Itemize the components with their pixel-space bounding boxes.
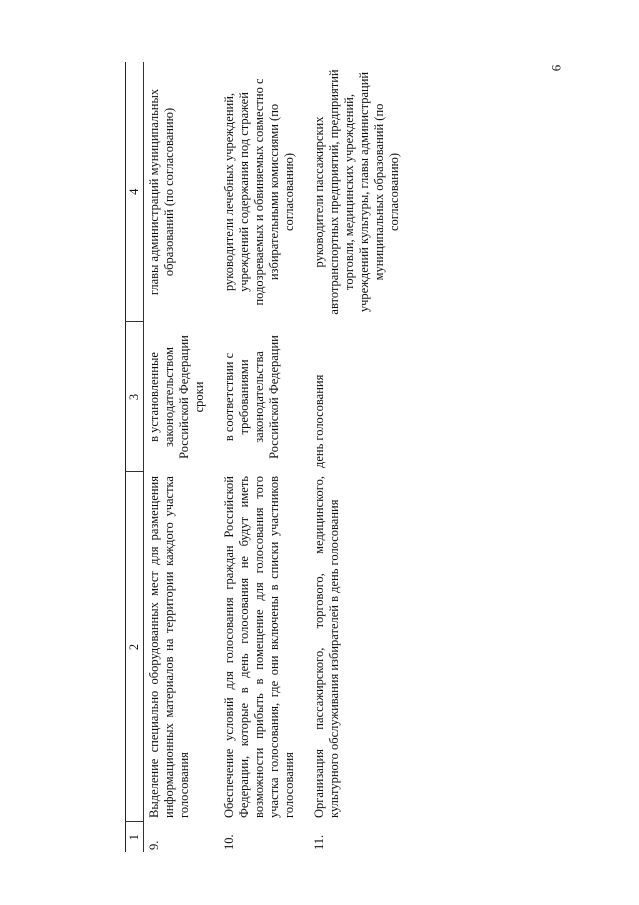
deadline: в соответствии с требованиями законодательства Российской Федерации xyxy=(222,335,281,459)
measure-description: Организация пассажирского, торгового, медицинского, культурного обслуживания избирателей в день голосования xyxy=(312,476,341,818)
row-number: 9. xyxy=(147,840,161,850)
table-header-row xyxy=(126,62,144,852)
header-col-2: 2 xyxy=(126,472,144,822)
row-number: 10. xyxy=(222,834,236,850)
table-row xyxy=(144,62,220,852)
table-row xyxy=(309,62,414,852)
header-col-4: 4 xyxy=(126,62,144,322)
header-col-3: 3 xyxy=(126,322,144,472)
measure-description: Выделение специально оборудованных мест для размещения информационных материалов на территории каждого участка голосования xyxy=(147,476,191,818)
measures-table xyxy=(125,62,414,852)
row-number: 11. xyxy=(312,834,326,850)
rotated-page-content xyxy=(125,62,545,852)
measure-description: Обеспечение условий для голосования граждан Российской Федерации, которые в день голосования не будут иметь возможности прибыть в помещение для голосования того участка голосования, где они включены в списки участников голосования xyxy=(222,476,296,818)
table-row xyxy=(219,62,309,852)
deadline: в установленные законодательством Российской Федерации сроки xyxy=(147,335,206,459)
responsible-parties: руководители лечебных учреждений, учреждений содержания под стражей подозреваемых и обвиняемых совместно с избирательными комиссиями (по согласованию) xyxy=(222,78,296,306)
deadline: день голосования xyxy=(312,374,326,468)
responsible-parties: руководители пассажирских автотранспортных предприятий, предприятий торговли, медицинских учреждений, учреждений культуры, главы администраций муниципальных образований (по согласованию) xyxy=(312,69,401,315)
responsible-parties: главы администраций муниципальных образований (по согласованию) xyxy=(147,88,176,296)
page-number: 6 xyxy=(548,64,564,72)
header-col-1: 1 xyxy=(126,822,144,852)
